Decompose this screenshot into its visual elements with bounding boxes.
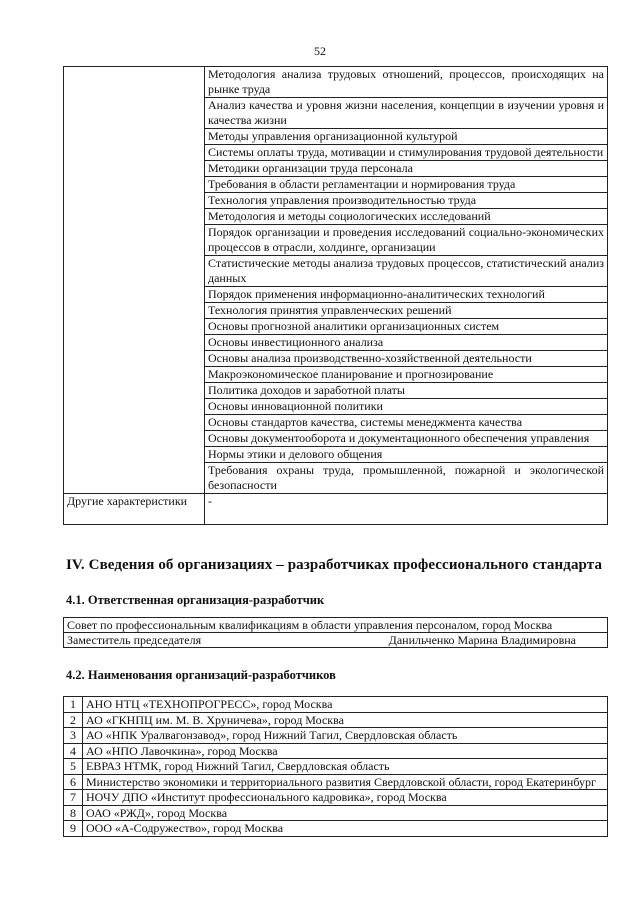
- developer-name: ОАО «РЖД», город Москва: [83, 805, 608, 821]
- signatory-cell: [64, 633, 608, 648]
- developer-name: Министерство экономики и территориального развития Свердловской области, город Екатеринбург: [83, 774, 608, 790]
- page-number: 52: [314, 44, 326, 58]
- developer-name: НОЧУ ДПО «Институт профессионального кадровика», город Москва: [83, 790, 608, 806]
- knowledge-item: Статистические методы анализа трудовых процессов, статистический анализ данных: [205, 256, 608, 287]
- developer-number: 7: [64, 790, 83, 806]
- table-row: [64, 821, 608, 837]
- developer-number: 6: [64, 774, 83, 790]
- knowledge-item: Системы оплаты труда, мотивации и стимулирования трудовой деятельности: [205, 145, 608, 161]
- table-row: [64, 743, 608, 759]
- table-row: [64, 697, 608, 713]
- developer-number: 5: [64, 759, 83, 775]
- knowledge-item: Нормы этики и делового общения: [205, 447, 608, 463]
- developer-name: ЕВРАЗ НТМК, город Нижний Тагил, Свердловская область: [83, 759, 608, 775]
- developer-name: ООО «А-Содружество», город Москва: [83, 821, 608, 837]
- subsection-title-developers: 4.2. Наименования организаций-разработчиков: [66, 668, 336, 682]
- knowledge-item: Методология анализа трудовых отношений, процессов, происходящих на рынке труда: [205, 67, 608, 98]
- developer-number: 3: [64, 728, 83, 744]
- subsection-title-responsible: 4.1. Ответственная организация-разработчик: [66, 593, 325, 607]
- developer-name: АНО НТЦ «ТЕХНОПРОГРЕСС», город Москва: [83, 697, 608, 713]
- responsible-org-table: [63, 617, 608, 648]
- knowledge-item: Технология управления производительностью труда: [205, 193, 608, 209]
- other-characteristics-value: -: [205, 494, 608, 525]
- knowledge-item: Методы управления организационной культурой: [205, 129, 608, 145]
- table-row: [64, 67, 608, 98]
- signatory-name: Данильченко Марина Владимировна: [388, 633, 576, 647]
- knowledge-item: Основы инвестиционного анализа: [205, 335, 608, 351]
- developer-name: АО «НПК Уралвагонзавод», город Нижний Тагил, Свердловская область: [83, 728, 608, 744]
- developer-number: 2: [64, 712, 83, 728]
- developer-number: 4: [64, 743, 83, 759]
- table-row: [64, 633, 608, 648]
- developer-number: 8: [64, 805, 83, 821]
- table-row: [64, 618, 608, 633]
- table-row: [64, 805, 608, 821]
- table-row: [64, 759, 608, 775]
- section-title: IV. Сведения об организациях – разработчиках профессионального стандарта: [66, 557, 603, 573]
- table-row: [64, 790, 608, 806]
- knowledge-item: Технология принятия управленческих решений: [205, 303, 608, 319]
- developer-name: АО «ГКНПЦ им. М. В. Хруничева», город Москва: [83, 712, 608, 728]
- knowledge-item: Требования охраны труда, промышленной, пожарной и экологической безопасности: [205, 463, 608, 494]
- developer-number: 1: [64, 697, 83, 713]
- knowledge-item: Политика доходов и заработной платы: [205, 383, 608, 399]
- knowledge-item: Порядок применения информационно-аналитических технологий: [205, 287, 608, 303]
- knowledge-item: Основы инновационной политики: [205, 399, 608, 415]
- developer-name: АО «НПО Лавочкина», город Москва: [83, 743, 608, 759]
- requirements-table: [63, 66, 608, 525]
- knowledge-item: Основы анализа производственно-хозяйственной деятельности: [205, 351, 608, 367]
- responsible-org-name: Совет по профессиональным квалификациям в области управления персоналом, город Москва: [64, 618, 608, 633]
- knowledge-item: Методология и методы социологических исследований: [205, 209, 608, 225]
- knowledge-item: Методики организации труда персонала: [205, 161, 608, 177]
- other-characteristics-label: Другие характеристики: [64, 494, 205, 525]
- knowledge-item: Основы документооборота и документационного обеспечения управления: [205, 431, 608, 447]
- signatory-position: Заместитель председателя: [67, 633, 202, 647]
- table-row: [64, 712, 608, 728]
- table-row: [64, 728, 608, 744]
- table-row: [64, 774, 608, 790]
- empty-label-cell: [64, 67, 205, 494]
- developer-number: 9: [64, 821, 83, 837]
- developers-table: [63, 696, 608, 837]
- knowledge-item: Требования в области регламентации и нормирования труда: [205, 177, 608, 193]
- knowledge-item: Порядок организации и проведения исследований социально-экономических процессов в отрасли, холдинге, организации: [205, 225, 608, 256]
- knowledge-item: Макроэкономическое планирование и прогнозирование: [205, 367, 608, 383]
- knowledge-item: Анализ качества и уровня жизни населения, концепции в изучении уровня и качества жизни: [205, 98, 608, 129]
- table-row: [64, 494, 608, 525]
- knowledge-item: Основы стандартов качества, системы менеджмента качества: [205, 415, 608, 431]
- knowledge-item: Основы прогнозной аналитики организационных систем: [205, 319, 608, 335]
